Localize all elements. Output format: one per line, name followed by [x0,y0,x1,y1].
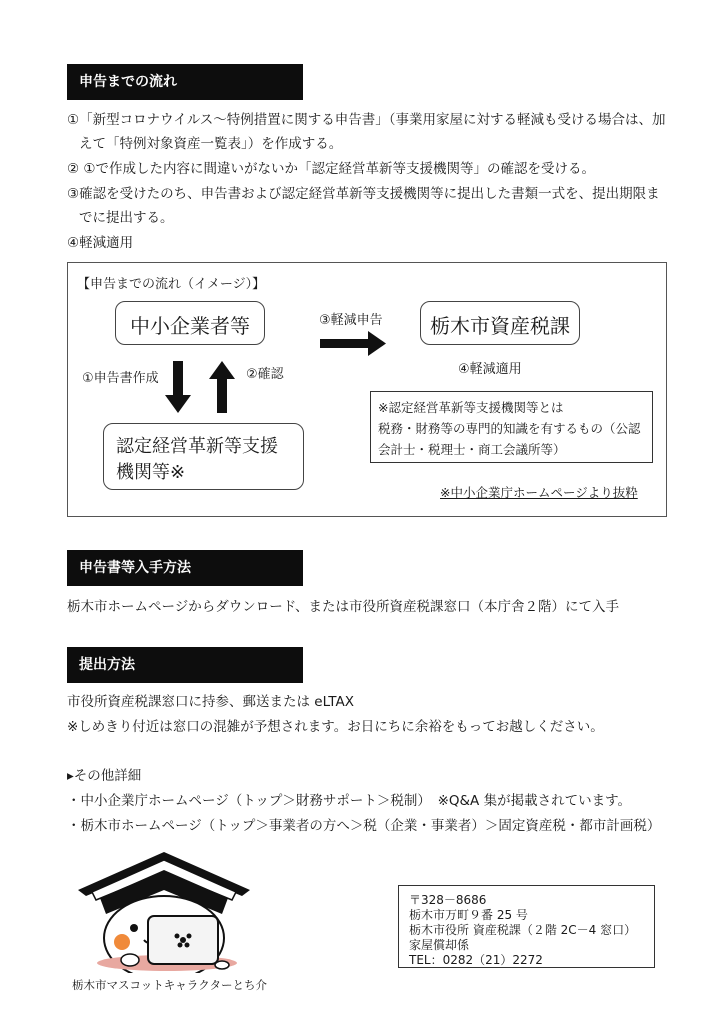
contact-address: 栃木市万町９番 25 号 [409,908,528,922]
section-header-obtain: 申告書等入手方法 [67,550,303,586]
mascot-illustration [72,848,257,973]
contact-office: 栃木市役所 資産税課（２階 2C－4 窓口） [409,923,637,937]
step3-label: ③軽減申告 [319,313,383,328]
step-1-line-1: ①「新型コロナウイルス～特例措置に関する申告書」（事業用家屋に対する軽減も受ける場合は、加 [67,112,666,128]
note-line-2: 税務・財務等の専門的知識を有するもの（公認 [378,421,641,436]
source-note: ※中小企業庁ホームページより抜粋 [440,485,638,500]
flow-diagram [67,262,667,517]
details-item-1: ・中小企業庁ホームページ（トップ＞財務サポート＞税制） ※Q&A 集が掲載されています。 [67,793,631,809]
sme-label: 中小企業者等 [130,314,250,338]
section-header-flow: 申告までの流れ [67,64,303,100]
up-arrow-icon [208,361,236,415]
note-line-1: ※認定経営革新等支援機関等とは [378,400,564,415]
diagram-title: 【申告までの流れ（イメージ）】 [77,277,266,292]
agency-label-line2: 機関等※ [116,462,186,483]
agency-note-box [370,391,653,463]
details-heading: ▸その他詳細 [67,768,142,784]
step2-label: ②確認 [246,367,284,382]
step-3-line-1: ③確認を受けたのち、申告書および認定経営革新等支援機関等に提出した書類一式を、提出期限ま [67,186,660,202]
step-3-line-2: でに提出する。 [79,210,174,226]
step4-label: ④軽減適用 [458,362,522,377]
contact-box [398,885,655,968]
submit-line-2: ※しめきり付近は窓口の混雑が予想されます。お日にちに余裕をもってお越しください。 [67,719,604,735]
right-arrow-icon [320,329,388,359]
tax-office-box [420,301,580,345]
agency-box [103,423,304,490]
mascot-caption: 栃木市マスコットキャラクターとち介 [72,978,268,992]
section-header-submit: 提出方法 [67,647,303,683]
contact-zip: 〒328－8686 [409,893,487,907]
step1-label: ①申告書作成 [82,371,159,386]
sme-box [115,301,265,345]
obtain-text: 栃木市ホームページからダウンロード、または市役所資産税課窓口（本庁舎２階）にて入手 [67,599,620,615]
contact-tel: TEL：0282（21）2272 [409,953,543,967]
note-line-3: 会計士・税理士・商工会議所等） [378,442,566,457]
down-arrow-icon [164,361,192,415]
tax-office-label: 栃木市資産税課 [430,314,570,338]
step-4: ④軽減適用 [67,235,134,251]
step-2: ② ①で作成した内容に間違いがないか「認定経営革新等支援機関等」の確認を受ける。 [67,161,595,177]
agency-label-line1: 認定経営革新等支援 [116,436,278,457]
details-item-2: ・栃木市ホームページ（トップ＞事業者の方へ＞税（企業・事業者）＞固定資産税・都市計画税） [67,818,661,834]
contact-section: 家屋償却係 [409,938,470,952]
step-1-line-2: えて「特例対象資産一覧表」）を作成する。 [79,136,343,152]
submit-line-1: 市役所資産税課窓口に持参、郵送または eLTAX [67,694,354,710]
